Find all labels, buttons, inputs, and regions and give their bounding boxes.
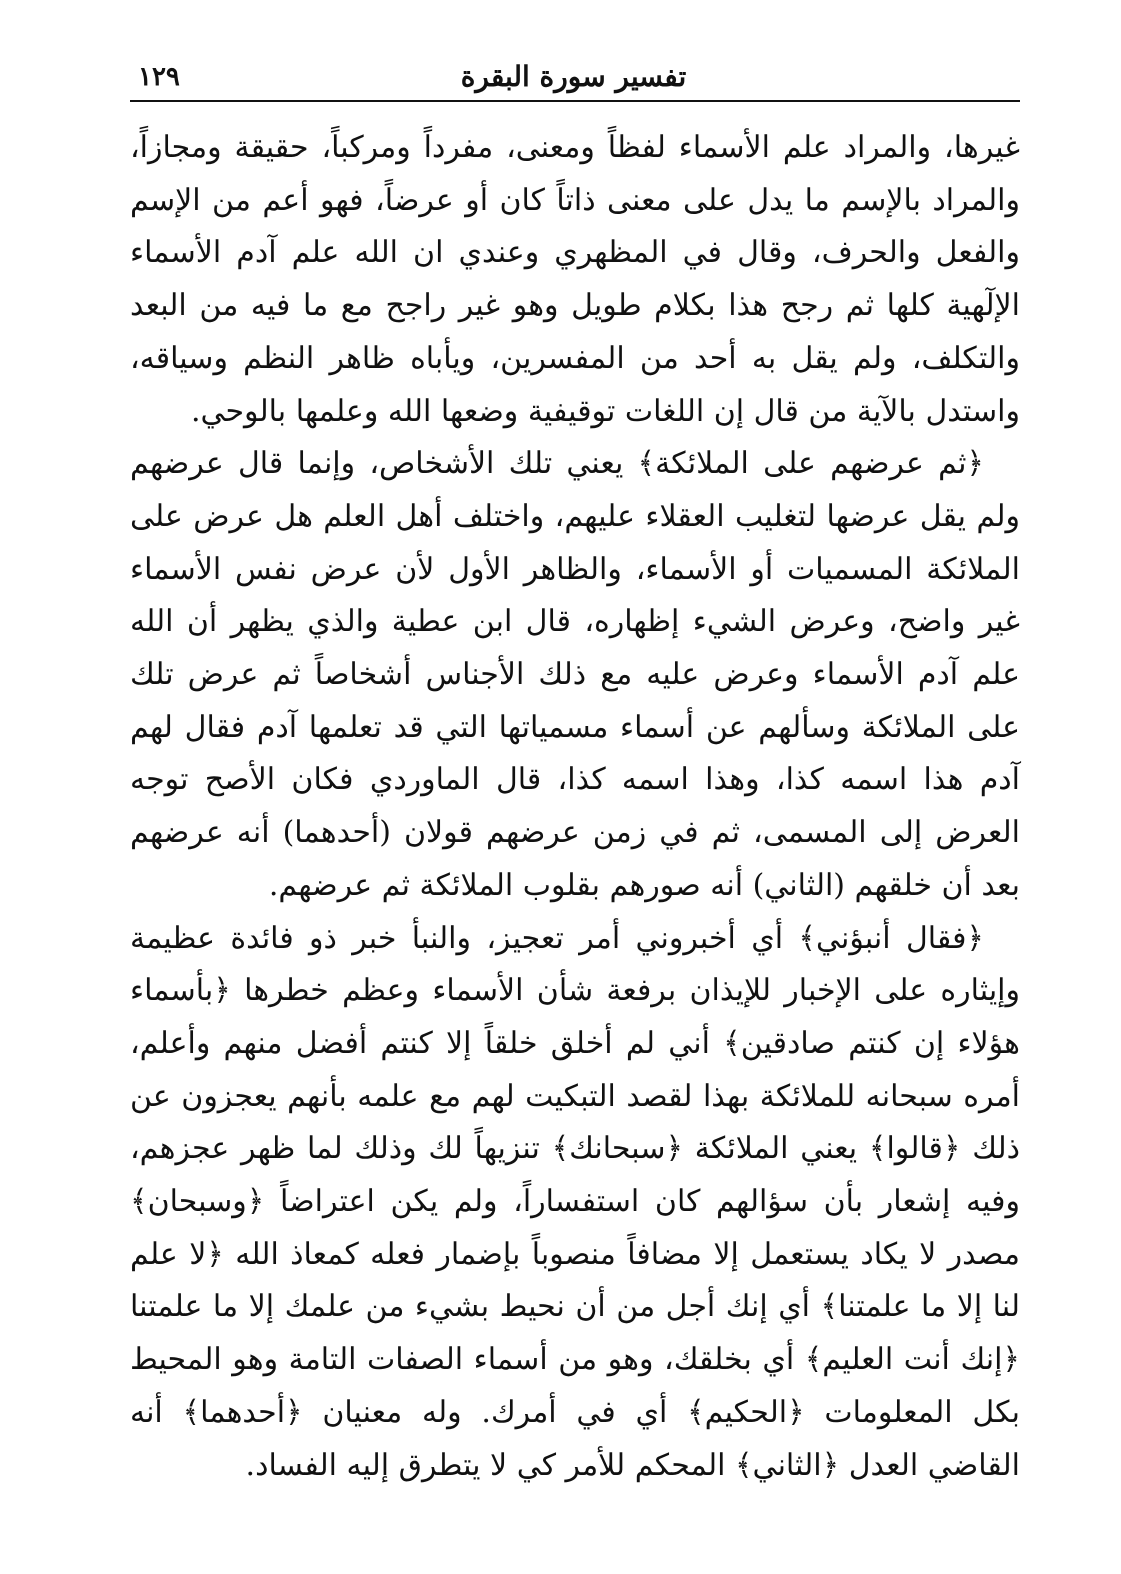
- paragraph: ﴿ثم عرضهم على الملائكة﴾ يعني تلك الأشخاص، وإنما قال عرضهم ولم يقل عرضها لتغليب العقلاء عليهم، واختلف أهل العلم هل عرض على الملائكة المسميات أو الأسماء، والظاهر الأول لأن عرض نفس الأسماء غير واضح، وعرض الشيء إظهاره، قال ابن عطية والذي يظهر أن الله علم آدم الأسماء وعرض عليه مع ذلك الأجناس أشخاصاً ثم عرض تلك على الملائكة وسألهم عن أسماء مسمياتها التي قد تعلمها آدم فقال لهم آدم هذا اسمه كذا، وهذا اسمه كذا، قال الماوردي فكان الأصح توجه العرض إلى المسمى، ثم في زمن عرضهم قولان (أحدهما) أنه عرضهم بعد أن خلقهم (الثاني) أنه صورهم بقلوب الملائكة ثم عرضهم.: [130, 446, 1020, 903]
- page-number: ١٢٩: [138, 62, 180, 92]
- header-rule: [130, 100, 1020, 102]
- running-title: تفسير سورة البقرة: [460, 60, 687, 93]
- page-header: [130, 60, 1017, 100]
- paragraph: غيرها، والمراد علم الأسماء لفظاً ومعنى، مفرداً ومركباً، حقيقة ومجازاً، والمراد بالإسم ما يدل على معنى ذاتاً كان أو عرضاً، فهو أعم من الإسم والفعل والحرف، وقال في المظهري وعندي ان الله علم آدم الأسماء الإلٓهية كلها ثم رجح هذا بكلام طويل وهو غير راجح مع ما فيه من البعد والتكلف، ولم يقل به أحد من المفسرين، ويأباه ظاهر النظم وسياقه، واستدل بالآية من قال إن اللغات توقيفية وضعها الله وعلمها بالوحي.: [130, 130, 1020, 429]
- body-text: [130, 122, 1020, 1492]
- paragraph: ﴿فقال أنبؤني﴾ أي أخبروني أمر تعجيز، والنبأ خبر ذو فائدة عظيمة وإيثاره على الإخبار للإيذان برفعة شأن الأسماء وعظم خطرها ﴿بأسماء هؤلاء إن كنتم صادقين﴾ أني لم أخلق خلقاً إلا كنتم أفضل منهم وأعلم، أمره سبحانه للملائكة بهذا لقصد التبكيت لهم مع علمه بأنهم يعجزون عن ذلك ﴿قالوا﴾ يعني الملائكة ﴿سبحانك﴾ تنزيهاً لك وذلك لما ظهر عجزهم، وفيه إشعار بأن سؤالهم كان استفساراً، ولم يكن اعتراضاً ﴿وسبحان﴾ مصدر لا يكاد يستعمل إلا مضافاً منصوباً بإضمار فعله كمعاذ الله ﴿لا علم لنا إلا ما علمتنا﴾ أي إنك أجل من أن نحيط بشيء من علمك إلا ما علمتنا ﴿إنك أنت العليم﴾ أي بخلقك، وهو من أسماء الصفات التامة وهو المحيط بكل المعلومات ﴿الحكيم﴾ أي في أمرك. وله معنيان ﴿أحدهما﴾ أنه القاضي العدل ﴿الثاني﴾ المحكم للأمر كي لا يتطرق إليه الفساد.: [130, 920, 1020, 1483]
